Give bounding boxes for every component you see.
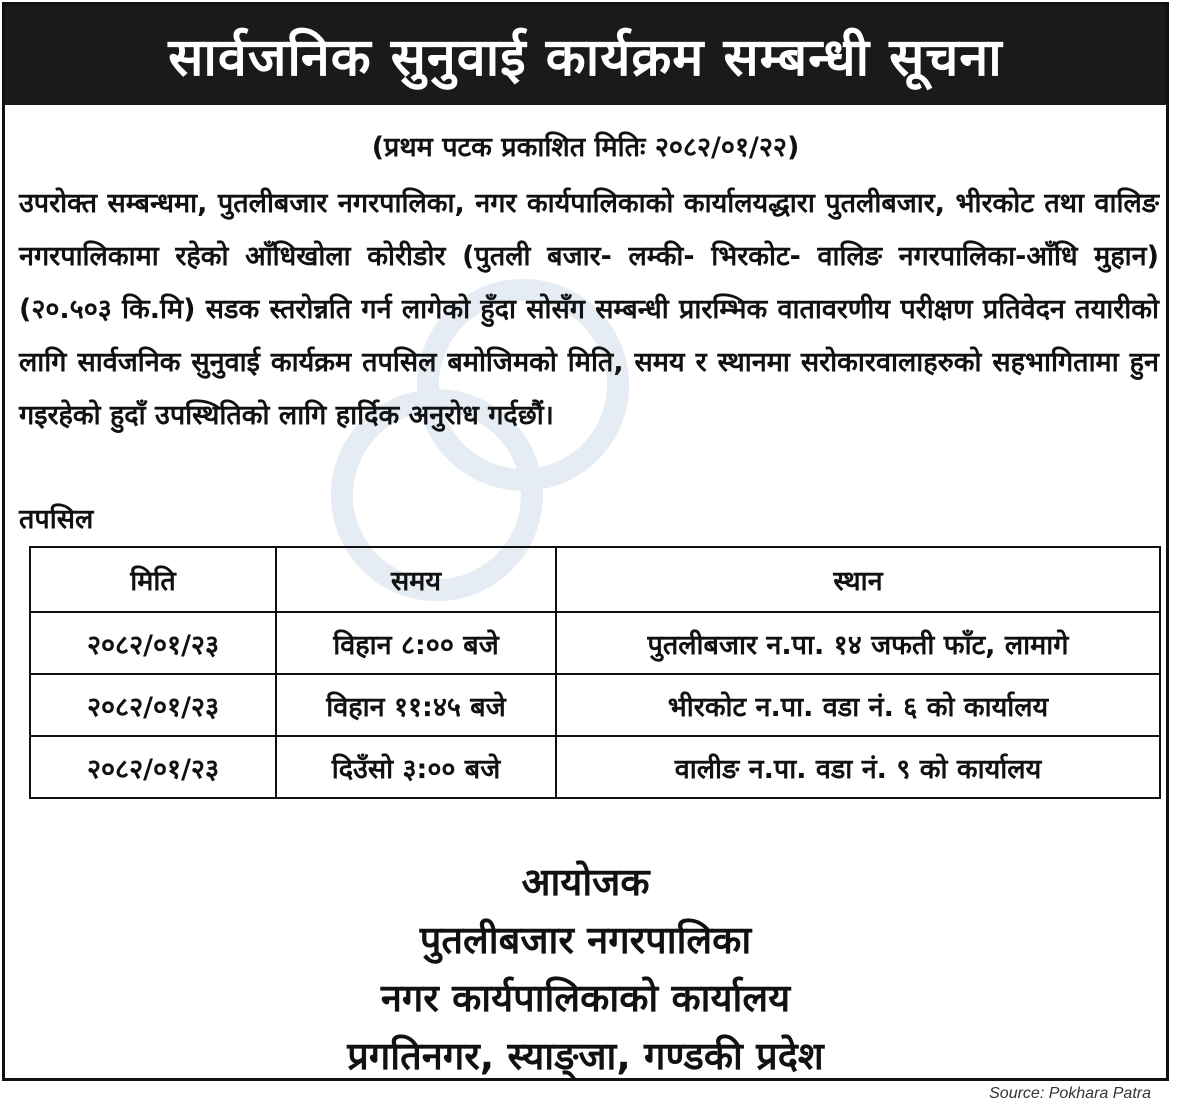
notice-title: सार्वजनिक सुनुवाई कार्यक्रम सम्बन्धी सूचना: [5, 5, 1166, 105]
source-credit: Source: Pokhara Patra: [989, 1085, 1151, 1102]
table-row: [30, 612, 1160, 674]
row-time: विहान ८:०० बजे: [276, 612, 556, 674]
organizer-label: आयोजक: [521, 860, 650, 904]
organizer-line3: प्रगतिनगर, स्याङ्जा, गण्डकी प्रदेश: [347, 1034, 824, 1078]
row-venue: पुतलीबजार न.पा. १४ जफती फाँट, लामागे: [556, 612, 1160, 674]
publish-date-line: (प्रथम पटक प्रकाशित मितिः २०८२/०१/२२): [371, 132, 800, 163]
schedule-table: [29, 546, 1161, 799]
organizer-line2: नगर कार्यपालिकाको कार्यालय: [380, 976, 791, 1020]
organizer-line1: पुतलीबजार नगरपालिका: [419, 918, 752, 962]
tapasil-label: तपसिल: [19, 504, 94, 535]
header-venue: स्थान: [556, 547, 1160, 612]
row-venue: भीरकोट न.पा. वडा नं. ६ को कार्यालय: [556, 674, 1160, 736]
row-date: २०८२/०१/२३: [30, 674, 276, 736]
header-time: समय: [276, 547, 556, 612]
notice-frame: [2, 2, 1169, 1081]
row-time: विहान ११:४५ बजे: [276, 674, 556, 736]
organizer-block: [5, 853, 1166, 1085]
row-venue: वालीङ न.पा. वडा नं. ९ को कार्यालय: [556, 736, 1160, 798]
header-date: मिति: [30, 547, 276, 612]
row-time: दिउँसो ३:०० बजे: [276, 736, 556, 798]
row-date: २०८२/०१/२३: [30, 612, 276, 674]
table-row: [30, 736, 1160, 798]
table-header-row: [30, 547, 1160, 612]
notice-body-paragraph: उपरोक्त सम्बन्धमा, पुतलीबजार नगरपालिका, नगर कार्यपालिकाको कार्यालयद्धारा पुतलीबजार, भीरकोट तथा वालिङ नगरपालिकामा रहेको आँधिखोला कोरीडोर (पुतली बजार- लम्की- भिरकोट- वालिङ नगरपालिका-आँधि मुहान) (२०.५०३ कि.मि) सडक स्तरोन्नति गर्न लागेको हुँदा सोसँग सम्बन्धी प्रारम्भिक वातावरणीय परीक्षण प्रतिवेदन तयारीको लागि सार्वजनिक सुनुवाई कार्यक्रम तपसिल बमोजिमको मिति, समय र स्थानमा सरोकारवालाहरुको सहभागितामा हुन गइरहेको हुदाँ उपस्थितिको लागि हार्दिक अनुरोध गर्दछौं।: [19, 188, 1159, 431]
table-row: [30, 674, 1160, 736]
row-date: २०८२/०१/२३: [30, 736, 276, 798]
